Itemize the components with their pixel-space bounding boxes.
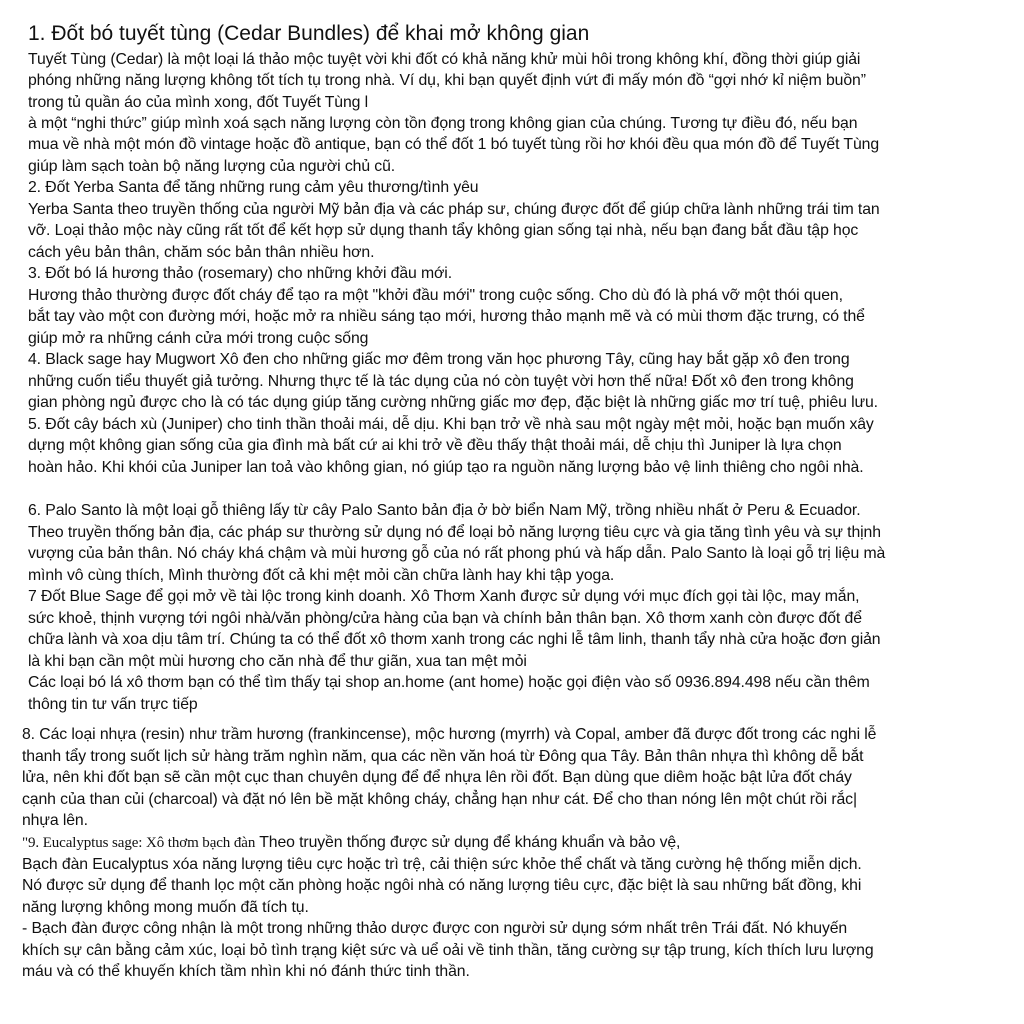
paragraph-line: năng lượng không mong muốn đã tích tụ.	[22, 899, 309, 916]
paragraph-line: là khi bạn cần một mùi hương cho căn nhà để thư giãn, xua tan mệt mỏi	[28, 653, 527, 670]
paragraph-line: Nó được sử dụng để thanh lọc một căn phòng hoặc ngôi nhà có năng lượng tiêu cực, đặc biệt là sau những bất đồng, khi	[22, 877, 862, 894]
heading-yerba-santa: 2. Đốt Yerba Santa để tăng những rung cảm yêu thương/tình yêu	[28, 179, 479, 196]
heading-juniper: 5. Đốt cây bách xù (Juniper) cho tinh thần thoải mái, dễ dịu. Khi bạn trở về nhà sau một ngày mệt mỏi, hoặc bạn muốn xây	[28, 416, 874, 433]
paragraph-line: phóng những năng lượng không tốt tích tụ trong nhà. Ví dụ, khi bạn quyết định vứt đi mấy món đồ “gợi nhớ kỉ niệm buồn”	[28, 72, 866, 89]
heading-cedar: 1. Đốt bó tuyết tùng (Cedar Bundles) để khai mở không gian	[28, 22, 590, 45]
paragraph-line: mình vô cùng thích, Mình thường đốt cả khi mệt mỏi cần chữa lành hay khi tập yoga.	[28, 567, 615, 584]
heading-blue-sage: 7 Đốt Blue Sage để gọi mở về tài lộc trong kinh doanh. Xô Thơm Xanh được sử dụng với mục đích gọi tài lộc, may mắn,	[28, 588, 860, 605]
heading-rosemary: 3. Đốt bó lá hương thảo (rosemary) cho những khởi đầu mới.	[28, 265, 453, 282]
paragraph-line: giúp làm sạch toàn bộ năng lượng của người chủ cũ.	[28, 158, 396, 175]
paragraph-line: Tuyết Tùng (Cedar) là một loại lá thảo mộc tuyệt vời khi đốt có khả năng khử mùi hôi trong không khí, đồng thời giúp giải	[28, 51, 861, 68]
paragraph-line: Theo truyền thống bản địa, các pháp sư thường sử dụng nó để loại bỏ năng lượng tiêu cực và gia tăng tình yêu và sự thịnh	[28, 524, 881, 541]
paragraph-line: sức khoẻ, thịnh vượng tới ngôi nhà/văn phòng/cửa hàng của bạn và chính bản thân bạn. Xô thơm xanh còn được đốt để	[28, 610, 862, 627]
paragraph-line: vượng của bản thân. Nó cháy khá chậm và mùi hương gỗ của nó rất phong phú và hấp dẫn. Palo Santo là loại gỗ trị liệu mà	[28, 545, 886, 562]
paragraph-line: nhựa lên.	[22, 812, 88, 829]
heading-eucalyptus-text: Theo truyền thống được sử dụng để kháng khuẩn và bảo vệ,	[255, 834, 681, 851]
paragraph-line: hoàn hảo. Khi khói của Juniper lan toả vào không gian, nó giúp tạo ra nguồn năng lượng bảo vệ linh thiêng cho ngôi nhà.	[28, 459, 864, 476]
heading-black-sage: 4. Black sage hay Mugwort Xô đen cho những giấc mơ đêm trong văn học phương Tây, cũng hay bắt gặp xô đen trong	[28, 351, 850, 368]
paragraph-line: Hương thảo thường được đốt cháy để tạo ra một "khởi đầu mới" trong cuộc sống. Cho dù đó là phá vỡ một thói quen,	[28, 287, 843, 304]
paragraph-line: trong tủ quần áo của mình xong, đốt Tuyết Tùng l	[28, 94, 369, 111]
heading-eucalyptus-label: "9. Eucalyptus sage: Xô thơm bạch đàn	[22, 835, 256, 851]
paragraph-line: thông tin tư vấn trực tiếp	[28, 696, 198, 713]
shop-contact-line: Các loại bó lá xô thơm bạn có thể tìm thấy tại shop an.home (ant home) hoặc gọi điện vào số 0936.894.498 nếu cần thêm	[28, 674, 870, 691]
paragraph-line: những cuốn tiểu thuyết giả tưởng. Nhưng thực tế là tác dụng của nó còn tuyệt vời hơn thế nữa! Đốt xô đen trong không	[28, 373, 854, 390]
heading-eucalyptus	[22, 833, 680, 853]
paragraph-line: chữa lành và xoa dịu tâm trí. Chúng ta có thể đốt xô thơm xanh trong các nghi lễ tâm linh, thanh tẩy nhà cửa hoặc đơn giản	[28, 631, 881, 648]
paragraph-line: vỡ. Loại thảo mộc này cũng rất tốt để kết hợp sử dụng thanh tẩy không gian sống tại nhà, nếu bạn đang bắt đầu tập học	[28, 222, 859, 239]
paragraph-line: - Bạch đàn được công nhận là một trong những thảo dược được con người sử dụng sớm nhất trên Trái đất. Nó khuyến	[22, 920, 848, 937]
paragraph-line: bắt tay vào một con đường mới, hoặc mở ra nhiều sáng tạo mới, hương thảo mạnh mẽ và có mùi thơm đặc trưng, có thể	[28, 308, 865, 325]
paragraph-line: dựng một không gian sống của gia đình mà bất cứ ai khi trở về đều thấy thật thoải mái, dễ chịu thì Juniper là lựa chọn	[28, 437, 842, 454]
heading-resin: 8. Các loại nhựa (resin) như trầm hương (frankincense), mộc hương (myrrh) và Copal, amber đã được đốt trong các nghi lễ	[22, 726, 877, 743]
paragraph-line: mua về nhà một món đồ vintage hoặc đồ antique, bạn có thể đốt 1 bó tuyết tùng rồi hơ khói đều qua món đồ để Tuyết Tùng	[28, 136, 880, 153]
paragraph-line: Yerba Santa theo truyền thống của người Mỹ bản địa và các pháp sư, chúng được đốt để giúp chữa lành những trái tim tan	[28, 201, 880, 218]
paragraph-line: cách yêu bản thân, chăm sóc bản thân nhiều hơn.	[28, 244, 375, 261]
paragraph-line: khích sự cân bằng cảm xúc, loại bỏ tình trạng kiệt sức và uể oải về tinh thần, tăng cường sự tập trung, kích thích lưu lượng	[22, 942, 874, 959]
heading-palo-santo: 6. Palo Santo là một loại gỗ thiêng lấy từ cây Palo Santo bản địa ở bờ biển Nam Mỹ, trồng nhiều nhất ở Peru & Ecuador.	[28, 502, 861, 519]
paragraph-line: lửa, nên khi đốt bạn sẽ cần một cục than chuyên dụng để để nhựa lên rồi đốt. Bạn dùng que diêm hoặc bật lửa đốt cháy	[22, 769, 852, 786]
paragraph-line: cạnh của than củi (charcoal) và đặt nó lên bề mặt không cháy, chẳng hạn như cát. Để cho than nóng lên một chút rồi rắc|	[22, 791, 857, 808]
paragraph-line: gian phòng ngủ được cho là có tác dụng giúp tăng cường những giấc mơ đẹp, đặc biệt là những giấc mơ trí tuệ, phiêu lưu.	[28, 394, 878, 411]
paragraph-line: giúp mở ra những cánh cửa mới trong cuộc sống	[28, 330, 369, 347]
paragraph-line: à một “nghi thức” giúp mình xoá sạch năng lượng còn tồn đọng trong không gian của chúng. Tương tự điều đó, nếu bạn	[28, 115, 858, 132]
paragraph-line: Bạch đàn Eucalyptus xóa năng lượng tiêu cực hoặc trì trệ, cải thiện sức khỏe thể chất và tăng cường hệ thống miễn dịch.	[22, 856, 862, 873]
paragraph-line: thanh tẩy trong suốt lịch sử hàng trăm nghìn năm, qua các nền văn hoá từ Đông qua Tây. Bản thân nhựa thì không dễ bắt	[22, 748, 864, 765]
paragraph-line: máu và có thể khuyến khích tầm nhìn khi nó đánh thức tinh thần.	[22, 963, 470, 980]
